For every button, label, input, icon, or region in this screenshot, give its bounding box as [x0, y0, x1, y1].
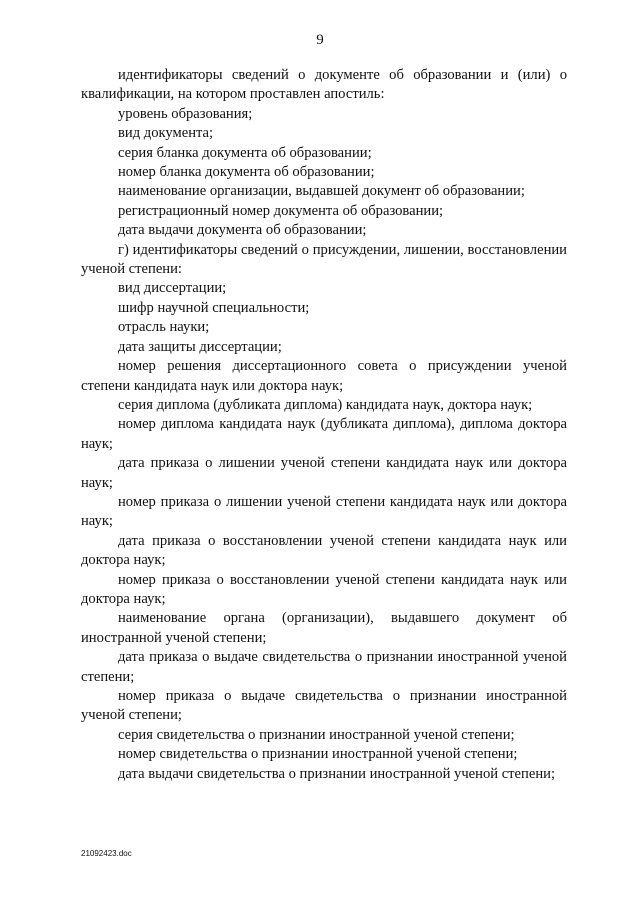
paragraph: дата защиты диссертации; — [118, 338, 282, 355]
page-number: 9 — [316, 32, 324, 48]
paragraph: вид документа; — [118, 125, 214, 142]
paragraph: наименование организации, выдавшей документ об образовании; — [118, 183, 525, 200]
paragraph: серия свидетельства о признании иностранной ученой степени; — [118, 726, 515, 743]
paragraph: идентификаторы сведений о документе об образовании и (или) о квалификации, на котором проставлен апостиль: — [81, 67, 567, 103]
paragraph: дата выдачи свидетельства о признании иностранной ученой степени; — [118, 765, 555, 782]
file-name-footer: 21092423.doc — [81, 849, 132, 858]
paragraph: дата выдачи документа об образовании; — [118, 222, 367, 239]
paragraph: регистрационный номер документа об образовании; — [118, 202, 444, 219]
paragraph: номер свидетельства о признании иностранной ученой степени; — [118, 746, 518, 763]
paragraph: номер диплома кандидата наук (дубликата диплома), диплома доктора наук; — [81, 416, 567, 452]
paragraph: дата приказа о выдаче свидетельства о признании иностранной ученой степени; — [81, 649, 567, 685]
paragraph: серия диплома (дубликата диплома) кандидата наук, доктора наук; — [118, 396, 533, 413]
paragraph: номер приказа о выдаче свидетельства о признании иностранной ученой степени; — [81, 688, 567, 724]
paragraph: номер решения диссертационного совета о присуждении ученой степени кандидата наук или доктора наук; — [81, 358, 567, 394]
paragraph: номер приказа о восстановлении ученой степени кандидата наук или доктора наук; — [81, 571, 567, 607]
paragraph: уровень образования; — [118, 105, 253, 122]
paragraph: г) идентификаторы сведений о присуждении, лишении, восстановлении ученой степени: — [81, 241, 567, 278]
paragraph: вид диссертации; — [118, 280, 227, 297]
paragraph: дата приказа о восстановлении ученой степени кандидата наук или доктора наук; — [81, 532, 567, 569]
paragraph: наименование органа (организации), выдавшего документ об иностранной ученой степени; — [81, 610, 567, 646]
paragraph: номер бланка документа об образовании; — [118, 164, 375, 181]
document-body — [81, 66, 567, 784]
paragraph: номер приказа о лишении ученой степени кандидата наук или доктора наук; — [81, 493, 567, 530]
paragraph: серия бланка документа об образовании; — [118, 144, 372, 161]
paragraph: шифр научной специальности; — [118, 299, 310, 316]
paragraph: дата приказа о лишении ученой степени кандидата наук или доктора наук; — [81, 455, 567, 491]
paragraph: отрасль науки; — [118, 319, 210, 336]
